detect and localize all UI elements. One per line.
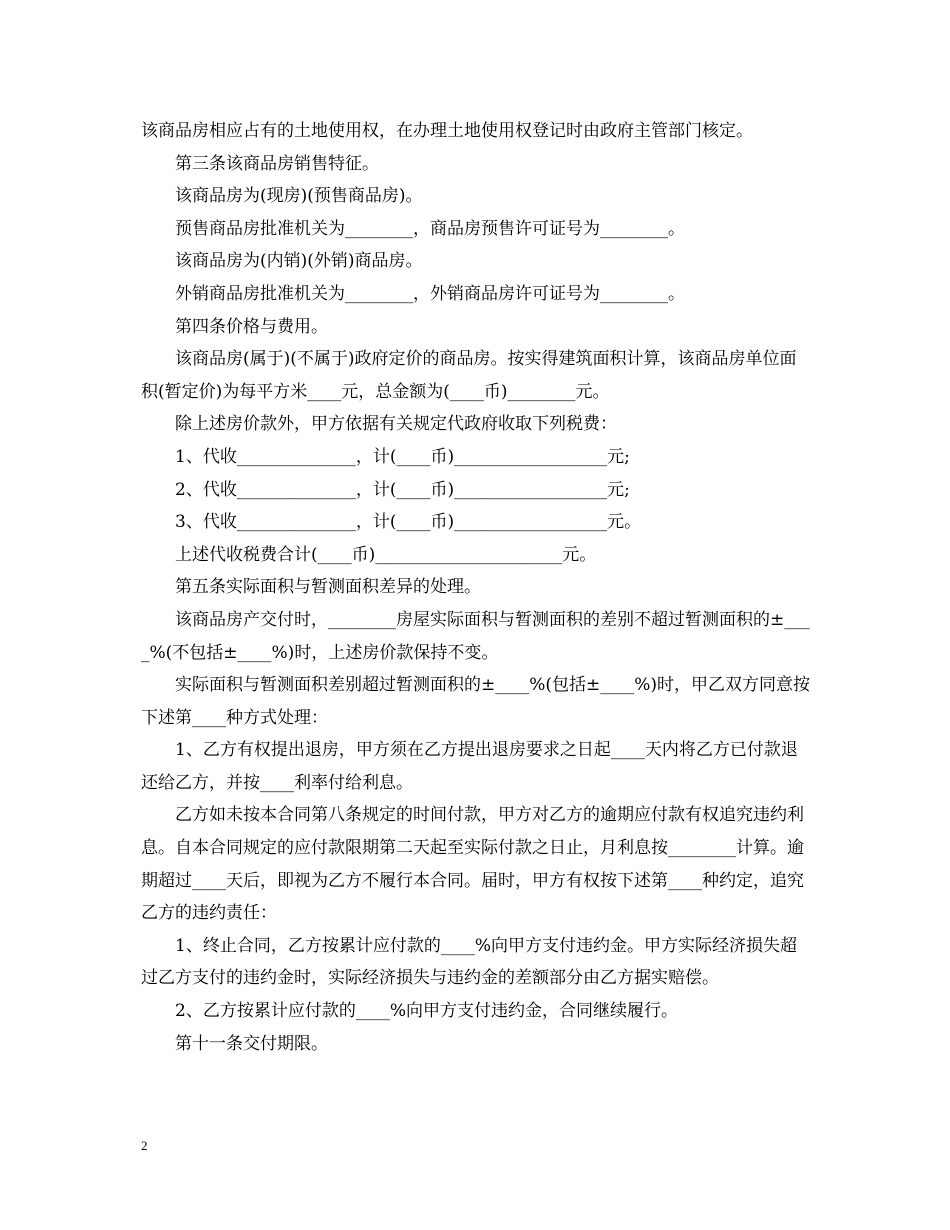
contract-paragraph: 该商品房为(现房)(预售商品房)。 [175, 186, 423, 207]
contract-paragraph: 2、代收______________，计(____币)__________________元; [175, 479, 630, 500]
contract-paragraph: 3、代收______________，计(____币)__________________元。 [175, 512, 642, 533]
contract-paragraph: 第四条价格与费用。 [175, 316, 328, 337]
contract-paragraph: 1、代收______________，计(____币)__________________元; [175, 446, 630, 467]
contract-paragraph: 1、终止合同，乙方按累计应付款的____%向甲方支付违约金。甲方实际经济损失超过乙方支付的违约金时，实际经济损失与违约金的差额部分由乙方据实赔偿。 [141, 935, 797, 989]
contract-paragraph: 2、乙方按累计应付款的____%向甲方支付违约金，合同继续履行。 [175, 1001, 678, 1022]
contract-paragraph: 乙方如未按本合同第八条规定的时间付款，甲方对乙方的逾期应付款有权追究违约利息。自本合同规定的应付款限期第二天起至实际付款之日止，月利息按________计算。逾期超过____天后，即视为乙方不履行本合同。届时，甲方有权按下述第____种约定，追究乙方的违约责任： [141, 805, 804, 924]
contract-paragraph: 该商品房为(内销)(外销)商品房。 [175, 251, 423, 272]
contract-paragraph: 第十一条交付期限。 [175, 1033, 328, 1054]
contract-paragraph: 该商品房(属于)(不属于)政府定价的商品房。按实得建筑面积计算，该商品房单位面积(暂定价)为每平方米____元，总金额为(____币)________元。 [141, 349, 797, 402]
page-number: 2 [141, 1138, 148, 1153]
contract-paragraph: 第五条实际面积与暂测面积差异的处理。 [175, 577, 481, 598]
contract-paragraph: 外销商品房批准机关为________，外销商品房许可证号为________。 [175, 283, 685, 304]
contract-paragraph: 除上述房价款外，甲方依据有关规定代政府收取下列税费： [175, 414, 617, 435]
contract-paragraph: 该商品房相应占有的土地使用权，在办理土地使用权登记时由政府主管部门核定。 [141, 121, 753, 141]
contract-paragraph: 上述代收税费合计(____币)______________________元。 [175, 544, 597, 565]
contract-paragraph: 预售商品房批准机关为________，商品房预售许可证号为________。 [175, 218, 685, 239]
contract-paragraph: 该商品房产交付时，________房屋实际面积与暂测面积的差别不超过暂测面积的±____%(不包括±____%)时，上述房价款保持不变。 [141, 609, 810, 663]
contract-paragraph: 第三条该商品房销售特征。 [175, 153, 379, 174]
contract-paragraph: 实际面积与暂测面积差别超过暂测面积的±____%(包括±____%)时，甲乙双方同意按下述第____种方式处理： [141, 675, 811, 728]
document-body [141, 115, 813, 1060]
contract-paragraph: 1、乙方有权提出退房，甲方须在乙方提出退房要求之日起____天内将乙方已付款退还给乙方，并按____利率付给利息。 [141, 740, 798, 793]
